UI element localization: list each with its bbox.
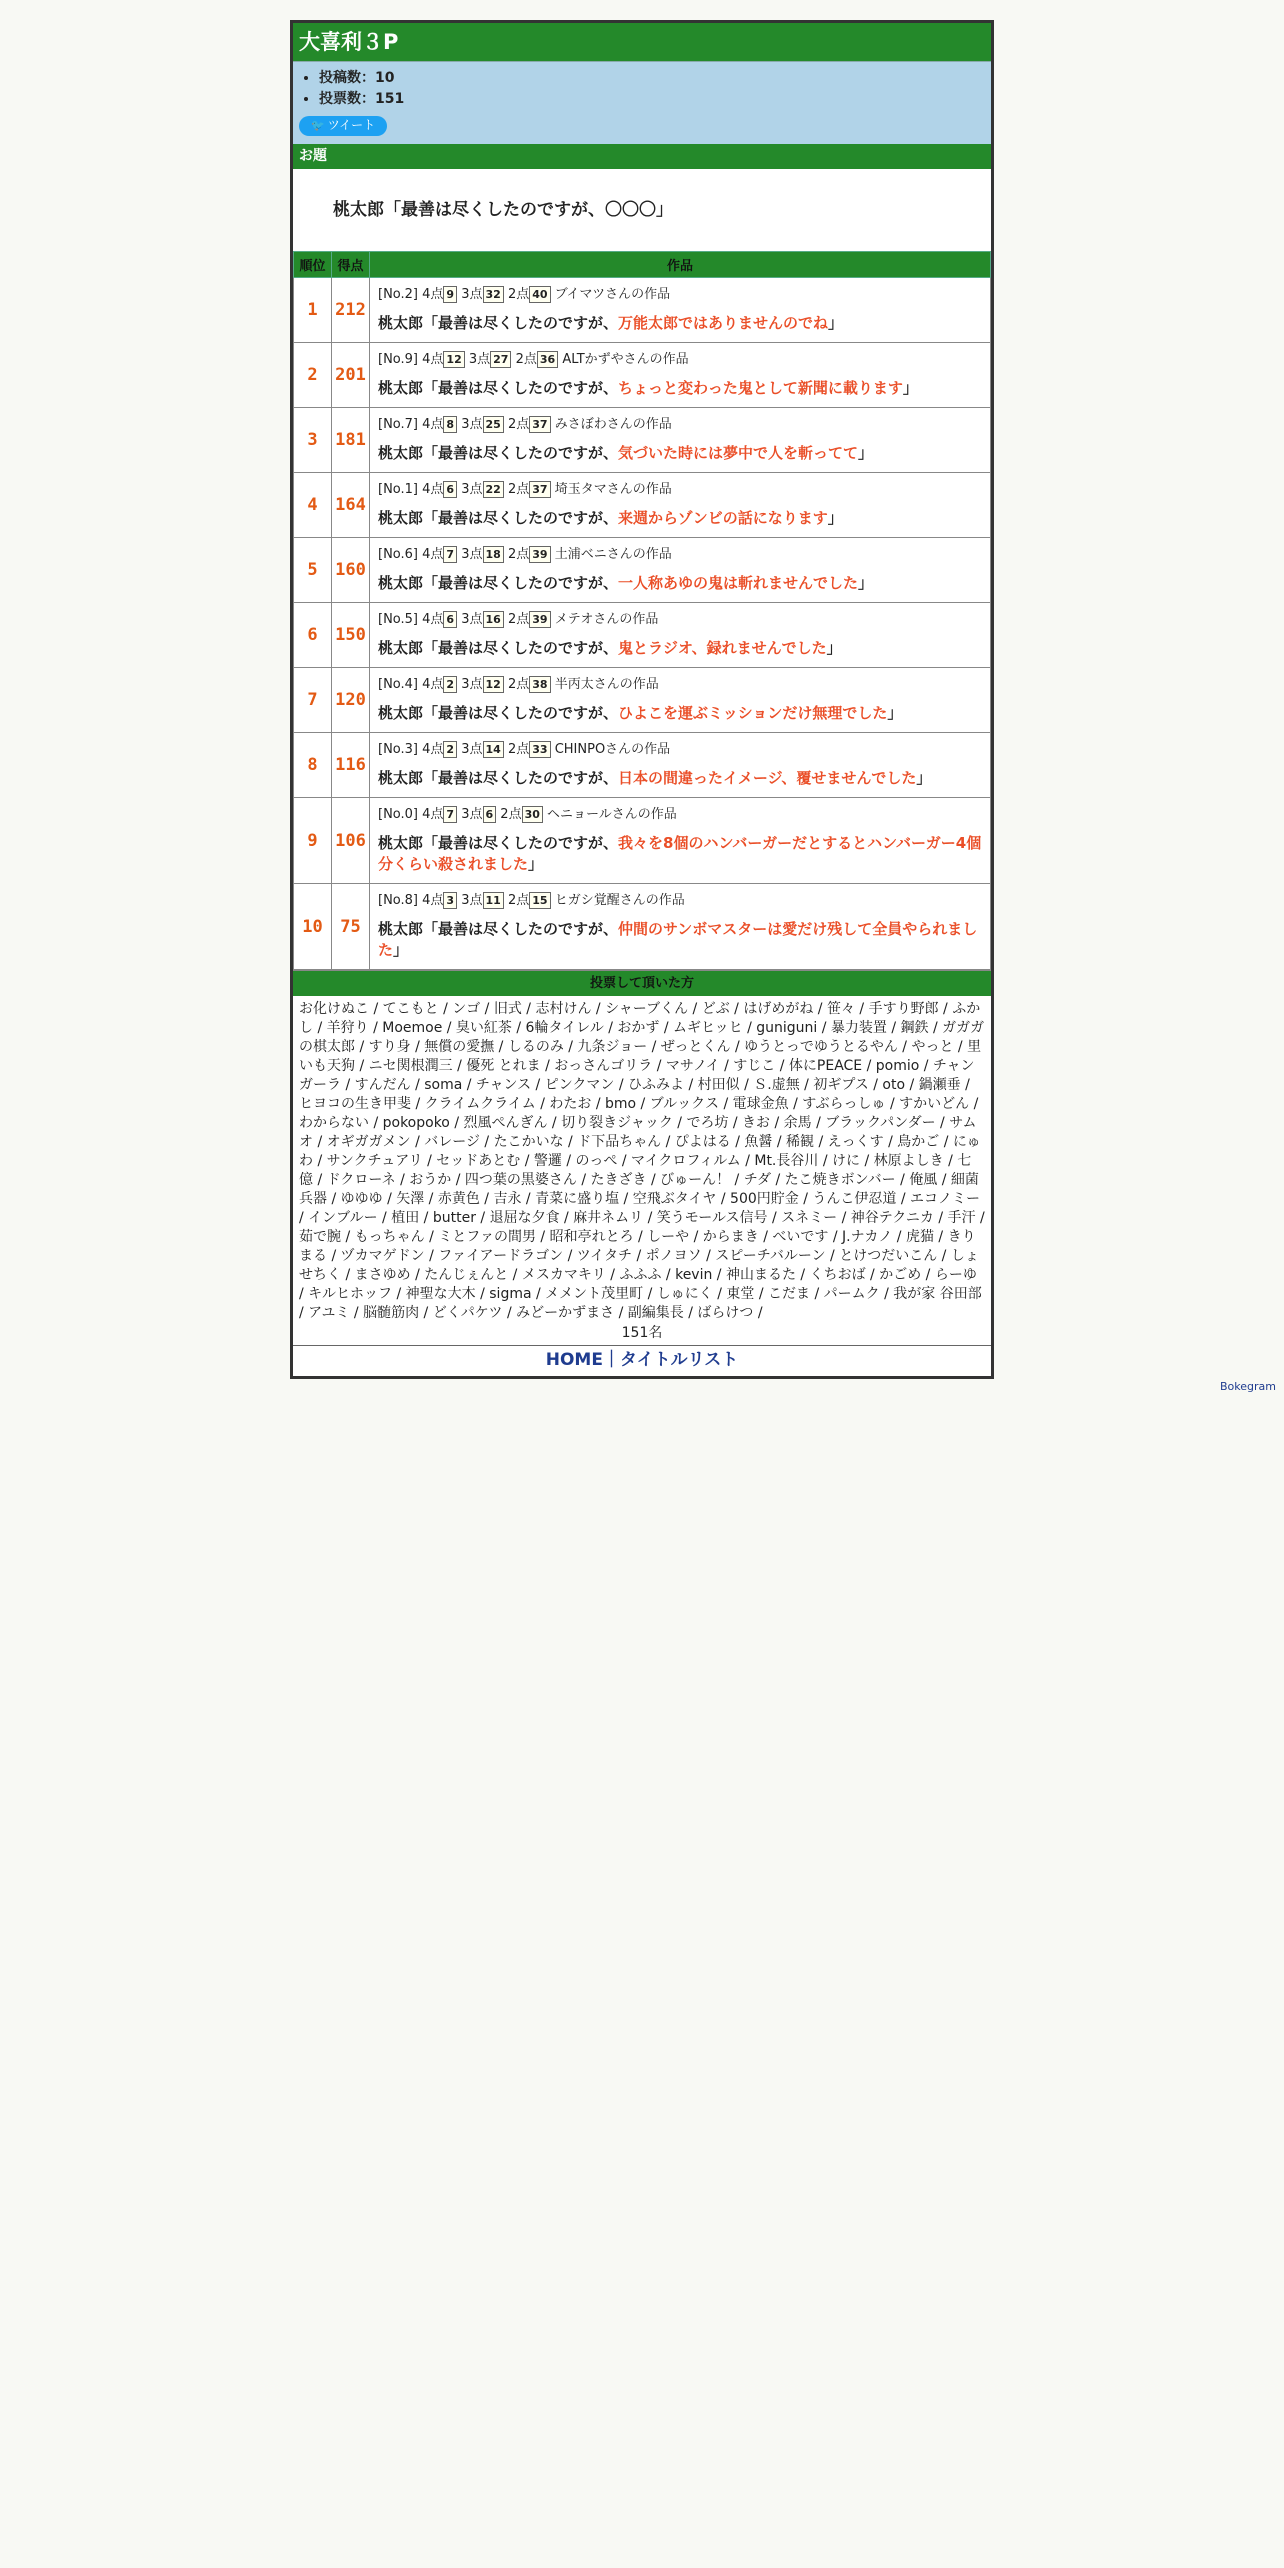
answer-prefix: 桃太郎「最善は尽くしたのですが、 (378, 703, 619, 722)
author-name: ALTかずやさんの作品 (562, 351, 689, 367)
entry-number: [No.4] (378, 676, 418, 692)
points-3-label: 3点 (461, 546, 483, 562)
points-4-label: 4点 (422, 351, 444, 367)
points-3-label: 3点 (461, 676, 483, 692)
voters-list: お化けぬこ / てこもと / ンゴ / 旧式 / 志村けん / シャーブくん / どぶ / はげめがね / 笹々 / 手すり野郎 / ふかし / 羊狩り / Moemoe / 臭い紅茶 / 6輪タイレル / おかず / ムギヒッヒ / guniguni / 暴力装置 / 鋼鉄 / ガガガの棋太郎 / すり身 / 無償の愛撫 / しるのみ / 九条ジョー / ぜっとくん / ゆうとっでゆうとるやん / やっと / 里いも天狗 / ニセ関根潤三 / 優死 とれま / おっさんゴリラ / マサノイ / すじこ / 体にPEACE / pomio / チャンガーラ / すんだん / soma / チャンス / ピンクマン / ひふみよ / 村田似 / Ｓ.虚無 / 初ギプス / oto / 鍋瀬垂 / ヒヨコの生き甲斐 / クライムクライム / わたお / bmo / ブルックス / 電球金魚 / すぶらっしゅ / すかいどん / わからない / pokopoko / 烈風ぺんぎん / 切り裂きジャック / でろ坊 / きお / 余馬 / ブラックパンダー / サムオ / オギガガメン / バレージ / たこかいな / ド下品ちゃん / ぴよはる / 魚醤 / 稀観 / えっくす / 鳥かご / にゅわ / サンクチュアリ / セッドあとむ / 警邏 / のっぺ / マイクロフィルム / Mt.長谷川 / けに / 林原よしき / 七億 / ドクローネ / おうか / 四つ葉の黒婆さん / たきざき / びゅーん！ / チダ / たこ焼きボンバー / 俺風 / 細菌兵器 / ゆゆゆ / 矢澤 / 赤黄色 / 吉永 / 青菜に盛り塩 / 空飛ぶタイヤ / 500円貯金 / うんこ伊忍道 / エコノミー / インブルー / 植田 / butter / 退屈な夕食 / 麻井ネムリ / 笑うモールス信号 / スネミー / 神谷テクニカ / 手汗 / 茹で腕 / もっちゃん / ミとファの間男 / 昭和亭れとろ / しーや / からまき / べいです / J.ナカノ / 虎猫 / きりまる / ヅカマゲドン / ファイアードラゴン / ツイタチ / ポノヨソ / スピーチバルーン / とけつだいこん / しょせちく / まさゆめ / たんじぇんと / メスカマキリ / ふふふ / kevin / 神山まるた / くちおば / かごめ / らーゆ / キルヒホッフ / 神聖な大木 / sigma / メメント茂里町 / しゅにく / 東堂 / こだま / パームク / 我が家 谷田部 / アユミ / 脳髄筋肉 / どくパケツ / みどーかずまさ / 副編集長 / ばらけつ / (299, 1001, 985, 1321)
points-4-label: 4点 (422, 546, 444, 562)
rank-cell: 2 (294, 343, 332, 408)
points-3-count: 25 (483, 416, 504, 433)
points-4-count: 8 (443, 416, 457, 433)
answer-punchline: 仲間のサンボマスターは愛だけ残して全員やられました (378, 919, 978, 959)
points-2-label: 2点 (507, 676, 530, 692)
work-cell (370, 603, 991, 668)
work-cell (370, 278, 991, 343)
stats-list (299, 68, 985, 110)
points-3-label: 3点 (461, 416, 483, 432)
points-2-count: 40 (529, 286, 550, 303)
points-3-label: 3点 (461, 481, 483, 497)
table-row (294, 538, 991, 603)
table-row (294, 884, 991, 970)
answer-text (378, 833, 982, 875)
score-cell: 116 (332, 733, 370, 798)
points-2-label: 2点 (507, 892, 530, 908)
points-3-count: 27 (490, 351, 511, 368)
answer-suffix: 」 (393, 940, 409, 959)
score-cell: 212 (332, 278, 370, 343)
answer-suffix: 」 (528, 854, 544, 873)
points-2-count: 36 (537, 351, 558, 368)
points-3-label: 3点 (468, 351, 491, 367)
points-3-label: 3点 (461, 892, 483, 908)
points-2-count: 15 (529, 892, 550, 909)
points-4-label: 4点 (422, 286, 444, 302)
points-3-label: 3点 (461, 806, 483, 822)
points-2-label: 2点 (507, 416, 530, 432)
answer-prefix: 桃太郎「最善は尽くしたのですが、 (378, 833, 619, 852)
score-cell: 106 (332, 798, 370, 884)
points-3-count: 12 (483, 676, 504, 693)
answer-punchline: 鬼とラジオ、録れませんでした (618, 638, 827, 657)
points-4-count: 7 (443, 546, 457, 563)
rank-cell: 3 (294, 408, 332, 473)
points-2-label: 2点 (507, 611, 530, 627)
answer-text (378, 573, 982, 594)
points-2-count: 33 (529, 741, 550, 758)
footer-nav (293, 1345, 991, 1376)
entry-number: [No.5] (378, 611, 418, 627)
answer-text (378, 919, 982, 961)
answer-prefix: 桃太郎「最善は尽くしたのですが、 (378, 313, 619, 332)
answer-prefix: 桃太郎「最善は尽くしたのですが、 (378, 919, 619, 938)
answer-prefix: 桃太郎「最善は尽くしたのですが、 (378, 378, 619, 397)
tweet-label: ツイート (327, 118, 376, 132)
work-cell (370, 343, 991, 408)
work-cell (370, 408, 991, 473)
answer-prefix: 桃太郎「最善は尽くしたのですが、 (378, 638, 619, 657)
rank-cell: 8 (294, 733, 332, 798)
answer-prefix: 桃太郎「最善は尽くしたのですが、 (378, 508, 619, 527)
points-3-label: 3点 (461, 741, 483, 757)
points-3-count: 14 (483, 741, 504, 758)
work-cell (370, 538, 991, 603)
points-2-count: 38 (529, 676, 550, 693)
points-4-label: 4点 (422, 676, 444, 692)
score-cell: 150 (332, 603, 370, 668)
work-meta (378, 805, 982, 825)
table-row (294, 798, 991, 884)
points-3-count: 32 (483, 286, 504, 303)
answer-text (378, 313, 982, 334)
table-row (294, 278, 991, 343)
answer-suffix: 」 (858, 573, 874, 592)
author-name: メテオさんの作品 (554, 611, 659, 627)
score-cell: 160 (332, 538, 370, 603)
points-2-label: 2点 (507, 741, 530, 757)
voter-count: 151名 (621, 1325, 663, 1341)
odai-heading: お題 (293, 144, 991, 169)
voters-heading: 投票して頂いた方 (293, 970, 991, 996)
points-4-count: 6 (443, 611, 457, 628)
answer-suffix: 」 (858, 443, 874, 462)
answer-punchline: 万能太郎ではありませんのでね (618, 313, 829, 332)
answer-prefix: 桃太郎「最善は尽くしたのですが、 (378, 573, 619, 592)
work-meta (378, 891, 982, 911)
work-cell (370, 668, 991, 733)
entry-number: [No.8] (378, 892, 418, 908)
footer-separator: ｜ (602, 1350, 620, 1370)
answer-text (378, 768, 982, 789)
points-4-count: 3 (443, 892, 457, 909)
work-cell (370, 473, 991, 538)
score-cell: 120 (332, 668, 370, 733)
odai-text: 桃太郎「最善は尽くしたのですが、〇〇〇」 (333, 200, 673, 220)
answer-suffix: 」 (902, 378, 918, 397)
answer-text (378, 378, 982, 399)
entry-number: [No.0] (378, 806, 418, 822)
score-cell: 201 (332, 343, 370, 408)
work-meta (378, 480, 982, 500)
author-name: ブイマツさんの作品 (554, 286, 671, 302)
answer-prefix: 桃太郎「最善は尽くしたのですが、 (378, 768, 619, 787)
author-name: CHINPOさんの作品 (554, 741, 671, 757)
post-count: • 投稿数：10 (319, 68, 985, 89)
twitter-bird-icon: 🐦 (311, 119, 325, 132)
rank-cell: 6 (294, 603, 332, 668)
answer-suffix: 」 (827, 508, 843, 527)
entry-number: [No.1] (378, 481, 418, 497)
work-cell (370, 884, 991, 970)
points-2-count: 30 (522, 806, 543, 823)
table-row (294, 473, 991, 538)
table-row (294, 668, 991, 733)
answer-text (378, 638, 982, 659)
score-cell: 181 (332, 408, 370, 473)
work-cell (370, 733, 991, 798)
rank-cell: 9 (294, 798, 332, 884)
points-4-label: 4点 (422, 481, 444, 497)
author-name: 半丙太さんの作品 (554, 676, 659, 692)
work-meta (378, 350, 982, 370)
answer-punchline: 来週からゾンビの話になります (618, 508, 828, 527)
points-2-label: 2点 (500, 806, 522, 822)
points-2-count: 39 (529, 611, 550, 628)
rank-cell: 1 (294, 278, 332, 343)
answer-text (378, 443, 982, 464)
answer-punchline: 我々を8個のハンバーガーだとするとハンバーガー4個分くらい殺されました (378, 833, 982, 873)
work-meta (378, 285, 982, 305)
work-meta (378, 740, 982, 760)
entry-number: [No.7] (378, 416, 418, 432)
points-2-count: 39 (529, 546, 550, 563)
points-3-count: 6 (483, 806, 497, 823)
points-2-count: 37 (529, 481, 550, 498)
rank-cell: 5 (294, 538, 332, 603)
title-list-link[interactable]: タイトルリスト (619, 1350, 739, 1370)
author-name: 埼玉タマさんの作品 (554, 481, 672, 497)
points-4-count: 2 (443, 676, 457, 693)
header-rank: 順位 (294, 252, 332, 278)
rank-cell: 4 (294, 473, 332, 538)
points-2-label: 2点 (515, 351, 537, 367)
answer-punchline: 日本の間違ったイメージ、覆せませんでした (618, 768, 917, 787)
points-3-count: 18 (483, 546, 504, 563)
points-3-label: 3点 (461, 611, 483, 627)
entry-number: [No.3] (378, 741, 418, 757)
score-cell: 164 (332, 473, 370, 538)
author-name: 土浦ベニさんの作品 (554, 546, 672, 562)
table-row (294, 733, 991, 798)
header-score: 得点 (332, 252, 370, 278)
answer-punchline: 気づいた時には夢中で人を斬ってて (618, 443, 859, 462)
work-meta (378, 545, 982, 565)
results-panel (290, 20, 994, 1379)
answer-suffix: 」 (887, 703, 903, 722)
author-name: ヒガシ覚醒さんの作品 (554, 892, 685, 908)
answer-punchline: ひよこを運ぶミッションだけ無理でした (618, 703, 888, 722)
author-name: ヘニョールさんの作品 (547, 806, 677, 822)
answer-text (378, 508, 982, 529)
entry-number: [No.2] (378, 286, 418, 302)
entry-number: [No.9] (378, 351, 418, 367)
points-4-label: 4点 (422, 416, 444, 432)
table-header-row (294, 252, 991, 278)
answer-suffix: 」 (826, 638, 842, 657)
points-3-count: 16 (483, 611, 504, 628)
work-meta (378, 675, 982, 695)
table-row (294, 408, 991, 473)
points-2-count: 37 (529, 416, 550, 433)
points-2-label: 2点 (507, 546, 530, 562)
work-meta (378, 610, 982, 630)
points-4-label: 4点 (422, 806, 444, 822)
author-name: みさぼわさんの作品 (554, 416, 672, 432)
answer-suffix: 」 (916, 768, 932, 787)
home-link[interactable]: HOME (545, 1350, 603, 1370)
page-title: 大喜利３P (293, 23, 991, 61)
points-4-count: 2 (443, 741, 457, 758)
work-meta (378, 415, 982, 435)
points-4-label: 4点 (422, 741, 444, 757)
rank-cell: 10 (294, 884, 332, 970)
points-3-label: 3点 (461, 286, 483, 302)
tweet-button[interactable] (299, 116, 387, 136)
answer-punchline: 一人称あゆの鬼は斬れませんでした (618, 573, 859, 592)
answer-punchline: ちょっと変わった鬼として新聞に載ります (618, 378, 903, 397)
score-cell: 75 (332, 884, 370, 970)
entry-number: [No.6] (378, 546, 418, 562)
brand-link[interactable]: Bokegram (1220, 1380, 1276, 1393)
vote-count: • 投票数：151 (319, 89, 985, 110)
points-4-label: 4点 (422, 611, 444, 627)
ranking-table (293, 251, 991, 970)
points-4-label: 4点 (422, 892, 444, 908)
table-row (294, 343, 991, 408)
points-2-label: 2点 (507, 481, 530, 497)
points-4-count: 6 (443, 481, 457, 498)
answer-text (378, 703, 982, 724)
work-cell (370, 798, 991, 884)
rank-cell: 7 (294, 668, 332, 733)
stats-box (293, 61, 991, 144)
points-2-label: 2点 (507, 286, 530, 302)
answer-suffix: 」 (828, 313, 844, 332)
points-4-count: 7 (443, 806, 457, 823)
points-3-count: 22 (483, 481, 504, 498)
points-3-count: 11 (483, 892, 504, 909)
answer-prefix: 桃太郎「最善は尽くしたのですが、 (378, 443, 619, 462)
header-work: 作品 (370, 252, 991, 278)
points-4-count: 12 (443, 351, 464, 368)
table-row (294, 603, 991, 668)
points-4-count: 9 (443, 286, 457, 303)
